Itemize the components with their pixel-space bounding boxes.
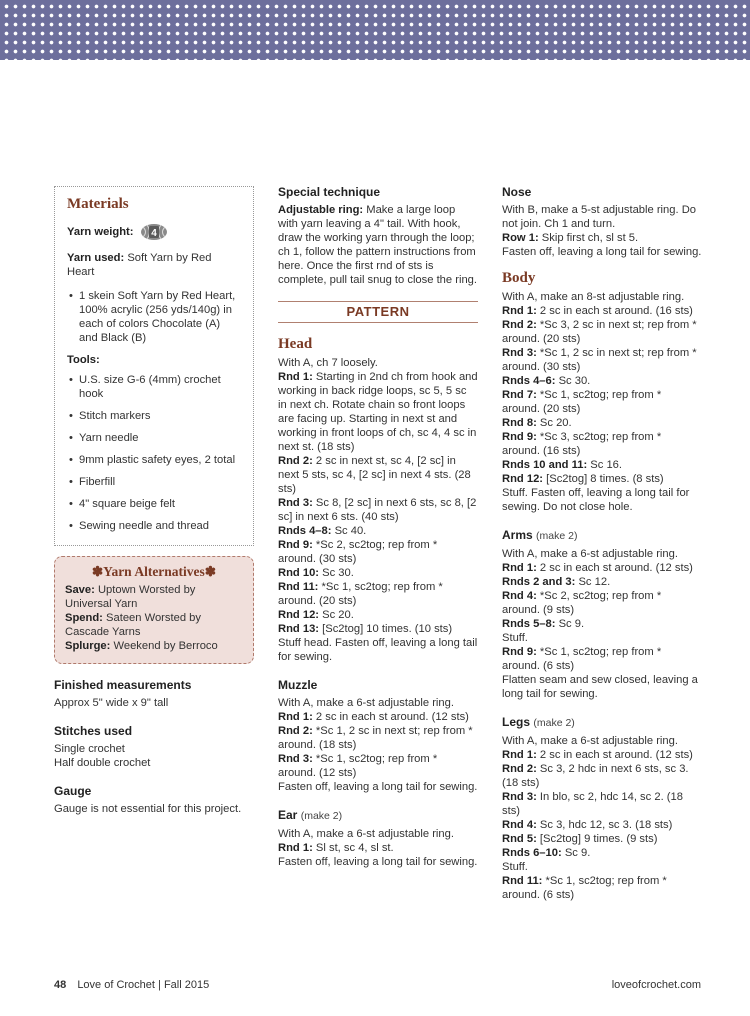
round-label: Rnd 2: — [278, 455, 313, 467]
round-text: [Sc2tog] 8 times. (8 sts) — [546, 473, 664, 485]
special-technique-text — [278, 203, 478, 287]
round-text: Fasten off, leaving a long tail for sewing. — [502, 246, 702, 258]
round-text: *Sc 1, sc2tog; rep from * around. (20 sts) — [278, 581, 443, 607]
round-text: Sc 9. — [564, 847, 591, 859]
tools-label: Tools: — [67, 354, 100, 366]
instruction-line — [502, 374, 702, 388]
arms-title-text: Arms — [502, 528, 533, 542]
stitches-title: Stitches used — [54, 724, 133, 738]
round-text: Stuff. — [502, 861, 528, 873]
stitch-line: Single crochet — [54, 743, 125, 755]
round-text: *Sc 1, sc2tog; rep from * around. (20 sts) — [502, 389, 662, 415]
alt-label: Save: — [65, 584, 95, 596]
round-text: 2 sc in each st around. (12 sts) — [539, 749, 693, 761]
round-text: *Sc 1, 2 sc in next st; rep from * around. (30 sts) — [502, 347, 697, 373]
round-text: Sc 20. — [322, 609, 354, 621]
instruction-line — [278, 566, 478, 580]
instruction-line — [278, 855, 478, 869]
head-lines — [278, 356, 478, 664]
round-label: Rnds 4–8: — [278, 525, 332, 537]
instruction-line — [502, 231, 702, 245]
instruction-line — [278, 496, 478, 524]
round-label: Rnd 11: — [502, 875, 543, 887]
round-text: With B, make a 5-st adjustable ring. Do not join. Ch 1 and turn. — [502, 204, 697, 230]
round-label: Rnd 3: — [502, 791, 537, 803]
alt-spend — [65, 611, 243, 639]
instruction-line — [278, 538, 478, 566]
instruction-line — [502, 818, 702, 832]
round-label: Rnd 1: — [502, 749, 537, 761]
page-number: 48 — [54, 979, 67, 991]
instruction-line — [502, 561, 702, 575]
instruction-line — [502, 874, 702, 902]
round-label: Rnd 7: — [502, 389, 537, 401]
arms-title — [502, 528, 702, 543]
finished-title: Finished measurements — [54, 678, 192, 692]
issue-date: | Fall 2015 — [158, 979, 210, 991]
instruction-line — [278, 580, 478, 608]
round-text: *Sc 1, sc2tog; rep from * around. (6 sts) — [502, 646, 662, 672]
round-text: With A, ch 7 loosely. — [278, 357, 378, 369]
round-label: Rnd 9: — [502, 646, 537, 658]
round-text: 2 sc in each st around. (16 sts) — [539, 305, 693, 317]
round-text: Sc 3, hdc 12, sc 3. (18 sts) — [539, 819, 673, 831]
instruction-line — [502, 318, 702, 346]
round-label: Rnd 4: — [502, 590, 537, 602]
round-label: Rnd 5: — [502, 833, 537, 845]
round-label: Rnd 12: — [278, 609, 320, 621]
ear-lines — [278, 827, 478, 869]
instruction-line — [278, 608, 478, 622]
instruction-line — [502, 734, 702, 748]
round-text: With A, make a 6-st adjustable ring. — [278, 828, 454, 840]
yarn-weight-row — [67, 223, 241, 241]
round-text: Sc 16. — [590, 459, 623, 471]
round-text: 2 sc in each st around. (12 sts) — [539, 562, 693, 574]
gauge-title: Gauge — [54, 784, 92, 798]
round-text: With A, make a 6-st adjustable ring. — [278, 697, 454, 709]
arms-lines — [502, 547, 702, 701]
instruction-line — [278, 780, 478, 794]
footer-url[interactable]: loveofcrochet.com — [611, 979, 701, 991]
legs-sub: (make 2) — [533, 717, 575, 729]
round-text: Sc 40. — [334, 525, 367, 537]
alt-save — [65, 583, 243, 611]
instruction-line — [502, 673, 702, 701]
instruction-line — [502, 245, 702, 259]
round-text: Sc 30. — [322, 567, 354, 579]
instruction-line — [502, 430, 702, 458]
instruction-line — [278, 524, 478, 538]
round-text: With A, make a 6-st adjustable ring. — [502, 548, 678, 560]
round-text: Sc 9. — [558, 618, 585, 630]
round-label: Rnd 11: — [278, 581, 319, 593]
round-label: Rnds 2 and 3: — [502, 576, 576, 588]
instruction-line — [502, 304, 702, 318]
round-label: Rnd 1: — [502, 305, 537, 317]
round-text: *Sc 1, sc2tog; rep from * around. (6 sts) — [502, 875, 667, 901]
body-title: Body — [502, 270, 536, 286]
yarn-list — [67, 289, 241, 345]
instruction-line — [502, 290, 702, 304]
instruction-line — [502, 617, 702, 631]
ear-title — [278, 808, 478, 823]
instruction-line — [278, 622, 478, 636]
stitch-line: Half double crochet — [54, 757, 151, 769]
round-text: Sl st, sc 4, sl st. — [315, 842, 394, 854]
instruction-line — [502, 472, 702, 486]
round-label: Rnd 3: — [278, 753, 313, 765]
round-text: *Sc 1, sc2tog; rep from * around. (12 sts) — [278, 753, 438, 779]
round-label: Rnd 3: — [502, 347, 537, 359]
round-label: Rnd 2: — [278, 725, 313, 737]
instruction-line — [502, 645, 702, 673]
special-technique-title: Special technique — [278, 185, 381, 199]
instruction-line — [278, 356, 478, 370]
round-label: Rnd 2: — [502, 319, 537, 331]
round-text: Skip first ch, sl st 5. — [541, 232, 639, 244]
ear-title-text: Ear — [278, 808, 298, 822]
round-label: Rnds 10 and 11: — [502, 459, 588, 471]
instruction-line — [502, 846, 702, 860]
round-label: Rnd 13: — [278, 623, 320, 635]
nose-title: Nose — [502, 185, 532, 199]
instruction-line — [278, 636, 478, 664]
materials-title: Materials — [67, 196, 129, 212]
round-text: Flatten seam and sew closed, leaving a long tail for sewing. — [502, 674, 698, 700]
alt-label: Spend: — [65, 612, 103, 624]
instruction-line — [278, 710, 478, 724]
alt-text: Weekend by Berroco — [113, 640, 218, 652]
instruction-line — [502, 388, 702, 416]
muzzle-lines — [278, 696, 478, 794]
yarn-used — [67, 251, 241, 279]
instruction-line — [502, 589, 702, 617]
materials-box — [54, 186, 254, 546]
head-title: Head — [278, 336, 313, 352]
pattern-title: PATTERN — [278, 301, 478, 323]
instruction-line — [278, 696, 478, 710]
round-label: Rnd 1: — [278, 711, 313, 723]
legs-title-text: Legs — [502, 715, 531, 729]
tools-list — [67, 373, 241, 533]
polka-dot-banner — [0, 0, 750, 60]
round-label: Rnd 9: — [502, 431, 537, 443]
round-text: Sc 8, [2 sc] in next 6 sts, sc 8, [2 sc] in next 6 sts. (40 sts) — [278, 497, 477, 523]
nose-lines — [502, 203, 702, 259]
yarn-skein-icon — [140, 223, 168, 241]
yarn-weight-label: Yarn weight: — [67, 226, 134, 238]
instruction-line — [502, 416, 702, 430]
instruction-line — [502, 748, 702, 762]
round-label: Rnds 6–10: — [502, 847, 562, 859]
instruction-line — [502, 203, 702, 231]
round-text: [Sc2tog] 10 times. (10 sts) — [322, 623, 453, 635]
round-text: Fasten off, leaving a long tail for sewing. — [278, 856, 478, 868]
round-label: Rnd 2: — [502, 763, 537, 775]
instruction-line — [278, 454, 478, 496]
instruction-line — [502, 832, 702, 846]
yarn-weight-value: 4 — [150, 228, 157, 239]
list-item: • Sewing needle and thread — [67, 519, 241, 533]
round-label: Rnds 4–6: — [502, 375, 556, 387]
round-text: Stuff head. Fasten off, leaving a long tail for sewing. — [278, 637, 478, 663]
yarn-alternatives-title: ✽Yarn Alternatives✽ — [91, 564, 217, 579]
round-text: In blo, sc 2, hdc 14, sc 2. (18 sts) — [502, 791, 683, 817]
round-text: Sc 30. — [558, 375, 591, 387]
special-label: Adjustable ring: — [278, 204, 364, 216]
legs-title — [502, 715, 702, 730]
body-lines — [502, 290, 702, 514]
alt-text: Sateen Worsted by Cascade Yarns — [65, 612, 201, 638]
round-label: Rnd 3: — [278, 497, 313, 509]
round-label: Rnd 1: — [278, 371, 313, 383]
instruction-line — [502, 762, 702, 790]
alt-text: Uptown Worsted by Universal Yarn — [65, 584, 196, 610]
round-label: Rnds 5–8: — [502, 618, 556, 630]
footer-left — [54, 979, 209, 991]
round-text: 2 sc in each st around. (12 sts) — [315, 711, 469, 723]
list-item: • 1 skein Soft Yarn by Red Heart, 100% acrylic (256 yds/140g) in each of colors Chocolate (A) and Black (B) — [67, 289, 241, 345]
round-text: With A, make a 6-st adjustable ring. — [502, 735, 678, 747]
round-text: Sc 12. — [578, 576, 611, 588]
instruction-line — [502, 575, 702, 589]
muzzle-title: Muzzle — [278, 678, 318, 692]
alt-label: Splurge: — [65, 640, 111, 652]
column-middle — [278, 185, 478, 869]
instruction-line — [502, 486, 702, 514]
yarn-alternatives-box — [54, 556, 254, 664]
round-text: *Sc 3, 2 sc in next st; rep from * around. (20 sts) — [502, 319, 697, 345]
round-label: Rnd 4: — [502, 819, 537, 831]
instruction-line — [278, 370, 478, 454]
column-left — [54, 186, 254, 816]
round-text: Fasten off, leaving a long tail for sewing. — [278, 781, 478, 793]
instruction-line — [278, 841, 478, 855]
instruction-line — [278, 827, 478, 841]
round-label: Rnd 1: — [278, 842, 313, 854]
finished-text: Approx 5" wide x 9" tall — [54, 697, 169, 709]
round-text: [Sc2tog] 9 times. (9 sts) — [539, 833, 658, 845]
round-label: Rnd 8: — [502, 417, 537, 429]
instruction-line — [278, 752, 478, 780]
list-item: • Stitch markers — [67, 409, 241, 423]
instruction-line — [502, 547, 702, 561]
round-label: Rnd 10: — [278, 567, 320, 579]
round-text: Sc 20. — [539, 417, 572, 429]
legs-lines — [502, 734, 702, 902]
yarn-used-text: Soft Yarn by Red Heart — [67, 252, 212, 278]
ear-sub: (make 2) — [300, 810, 343, 822]
round-text: Sc 3, 2 hdc in next 6 sts, sc 3. (18 sts) — [502, 763, 689, 789]
round-label: Row 1: — [502, 232, 539, 244]
list-item: • Fiberfill — [67, 475, 241, 489]
list-item: • 4" square beige felt — [67, 497, 241, 511]
instruction-line — [502, 631, 702, 645]
round-text: With A, make an 8-st adjustable ring. — [502, 291, 685, 303]
round-text: Stuff. Fasten off, leaving a long tail for sewing. Do not close hole. — [502, 487, 690, 513]
instruction-line — [502, 860, 702, 874]
round-text: *Sc 2, sc2tog; rep from * around. (30 sts) — [278, 539, 438, 565]
round-label: Rnd 9: — [278, 539, 313, 551]
round-text: *Sc 1, 2 sc in next st; rep from * around. (18 sts) — [278, 725, 473, 751]
instruction-line — [502, 346, 702, 374]
instruction-line — [278, 724, 478, 752]
round-text: Starting in 2nd ch from hook and working in back ridge loops, sc 5, 5 sc in next ch. Rotate chain so front loops are facing up. Starting in next st and working in front loops of ch, sc 4, 4 sc in next st. (18 sts) — [278, 371, 478, 453]
round-text: 2 sc in next st, sc 4, [2 sc] in next 5 sts, sc 4, [2 sc] in next 4 sts. (28 sts) — [278, 455, 471, 495]
column-right — [502, 185, 702, 902]
gauge-text: Gauge is not essential for this project. — [54, 803, 242, 815]
round-label: Rnd 12: — [502, 473, 544, 485]
instruction-line — [502, 790, 702, 818]
list-item: • Yarn needle — [67, 431, 241, 445]
arms-sub: (make 2) — [536, 530, 578, 542]
yarn-used-label: Yarn used: — [67, 252, 125, 264]
round-text: *Sc 3, sc2tog; rep from * around. (16 sts) — [502, 431, 662, 457]
round-text: *Sc 2, sc2tog; rep from * around. (9 sts) — [502, 590, 662, 616]
round-label: Rnd 1: — [502, 562, 537, 574]
instruction-line — [502, 458, 702, 472]
list-item: • U.S. size G-6 (4mm) crochet hook — [67, 373, 241, 401]
round-text: Stuff. — [502, 632, 528, 644]
magazine-name: Love of Crochet — [77, 979, 155, 991]
alt-splurge — [65, 639, 243, 653]
special-text: Make a large loop with yarn leaving a 4" tail. With hook, draw the working yarn through the loop; ch 1, follow the pattern instructions from here. Once the first rnd of sts is complete, pull tail snug to close the ring. — [278, 204, 477, 286]
list-item: • 9mm plastic safety eyes, 2 total — [67, 453, 241, 467]
